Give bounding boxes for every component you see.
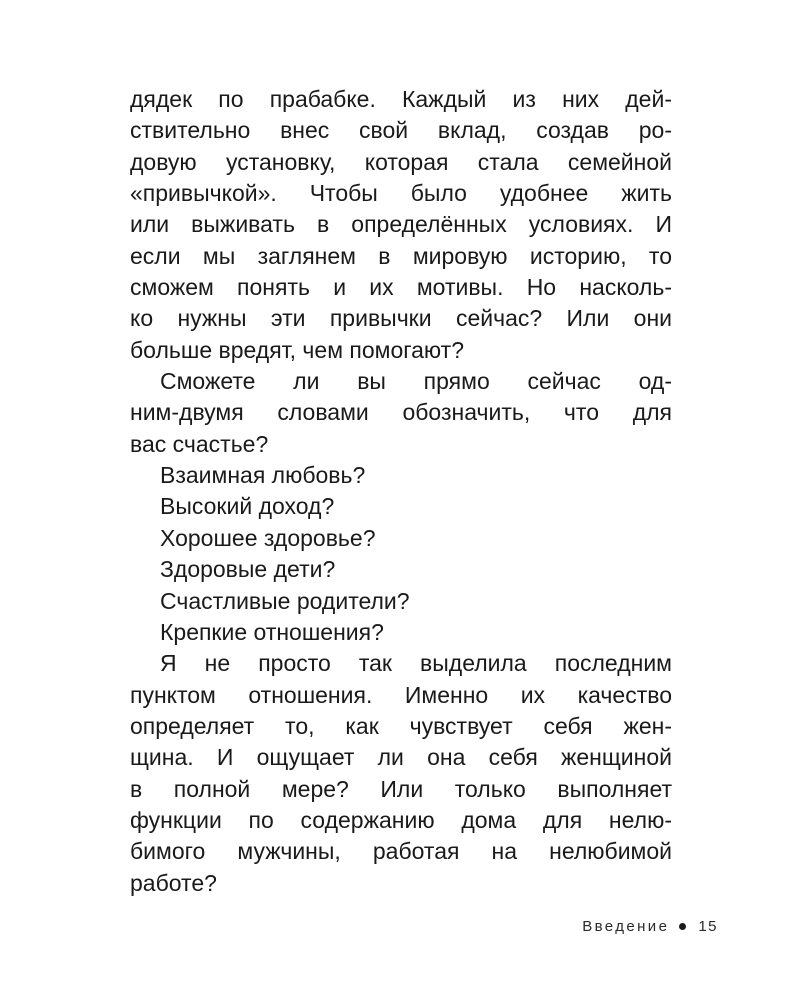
- text-line: если мы заглянем в мировую историю, то: [130, 242, 672, 269]
- list-item: Хорошее здоровье?: [160, 524, 376, 551]
- running-footer: [582, 914, 718, 938]
- text-line: функции по содержанию дома для нелю-: [130, 806, 672, 833]
- page-number: 15: [698, 917, 718, 935]
- list-item: Высокий доход?: [160, 493, 335, 520]
- list-item: Взаимная любовь?: [160, 462, 366, 489]
- text-line: пунктом отношения. Именно их качество: [130, 681, 672, 708]
- text-line: бимого мужчины, работая на нелюбимой: [130, 838, 672, 865]
- text-line: «привычкой». Чтобы было удобнее жить: [130, 180, 672, 207]
- text-line: больше вредят, чем помогают?: [130, 336, 465, 363]
- text-line: ко нужны эти привычки сейчас? Или они: [130, 305, 672, 332]
- text-line: Я не просто так выделила последним: [160, 650, 672, 677]
- text-line: работе?: [130, 869, 217, 896]
- text-line: вас счастье?: [130, 430, 269, 457]
- text-line: дядек по прабабке. Каждый из них дей-: [130, 86, 672, 112]
- footer-section-title: Введение: [582, 917, 670, 935]
- bullet-icon: [679, 923, 686, 930]
- text-line: или выживать в определённых условиях. И: [130, 211, 672, 238]
- list-item: Здоровые дети?: [160, 556, 336, 583]
- text-line: довую установку, которая стала семейной: [130, 148, 672, 175]
- text-line: сможем понять и их мотивы. Но насколь-: [130, 274, 672, 301]
- text-line: определяет то, как чувствует себя жен-: [130, 712, 672, 739]
- text-line: щина. И ощущает ли она себя женщиной: [130, 744, 672, 771]
- list-item: Крепкие отношения?: [160, 618, 384, 645]
- text-line: Сможете ли вы прямо сейчас од-: [160, 368, 672, 395]
- text-line: ним-двумя словами обозначить, что для: [130, 399, 672, 426]
- page-body: [130, 84, 672, 899]
- text-line: в полной мере? Или только выполняет: [130, 775, 672, 802]
- list-item: Счастливые родители?: [160, 587, 410, 614]
- text-line: ствительно внес свой вклад, создав ро-: [130, 117, 672, 144]
